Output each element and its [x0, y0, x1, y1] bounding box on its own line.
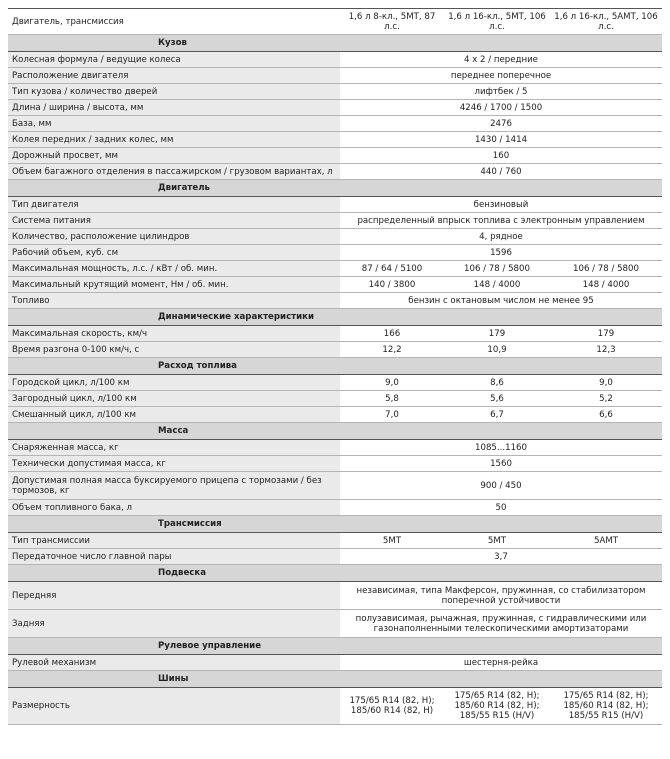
row-label: Задняя	[8, 610, 340, 638]
table-row	[8, 116, 662, 132]
row-value: 1596	[340, 245, 662, 261]
row-value-2: 10,9	[444, 342, 550, 358]
table-row	[8, 391, 662, 407]
tire-line: 185/60 R14 (82, H)	[350, 706, 434, 716]
row-value: 4 x 2 / передние	[340, 52, 662, 68]
row-label: Передаточное число главной пары	[8, 549, 340, 565]
row-label: Дорожный просвет, мм	[8, 148, 340, 164]
row-value-3: 6,6	[550, 407, 662, 423]
row-value: бензин с октановым числом не менее 95	[340, 293, 662, 309]
row-label: Объем багажного отделения в пассажирском / грузовом вариантах, л	[8, 164, 340, 180]
row-value: независимая, типа Макферсон, пружинная, со стабилизатором поперечной устойчивости	[340, 582, 662, 610]
row-label: Система питания	[8, 213, 340, 229]
table-row	[8, 440, 662, 456]
row-label: Передняя	[8, 582, 340, 610]
section-transmission	[8, 516, 662, 533]
section-fuel	[8, 358, 662, 375]
section-title: Трансмиссия	[8, 516, 662, 533]
tire-line: 185/55 R15 (H/V)	[568, 711, 644, 721]
table-row	[8, 277, 662, 293]
section-engine	[8, 180, 662, 197]
row-label: Расположение двигателя	[8, 68, 340, 84]
row-label: Тип кузова / количество дверей	[8, 84, 340, 100]
tire-line: 185/55 R15 (H/V)	[459, 711, 535, 721]
row-value-1: 5,8	[340, 391, 444, 407]
row-label: Рулевой механизм	[8, 655, 340, 671]
row-label: Технически допустимая масса, кг	[8, 456, 340, 472]
row-value: 4246 / 1700 / 1500	[340, 100, 662, 116]
table-row	[8, 132, 662, 148]
table-row	[8, 610, 662, 638]
tire-line: 175/65 R14 (82, H);	[454, 691, 540, 701]
table-row	[8, 197, 662, 213]
table-row	[8, 84, 662, 100]
row-value-3: 12,3	[550, 342, 662, 358]
row-label: Время разгона 0-100 км/ч, с	[8, 342, 340, 358]
section-title: Рулевое управление	[8, 638, 662, 655]
section-title: Кузов	[8, 35, 662, 52]
row-value-3: 5АМТ	[550, 533, 662, 549]
row-value-3: 9,0	[550, 375, 662, 391]
row-label: Колея передних / задних колес, мм	[8, 132, 340, 148]
table-row	[8, 407, 662, 423]
row-value-1: 140 / 3800	[340, 277, 444, 293]
row-value: 3,7	[340, 549, 662, 565]
tire-line: 175/65 R14 (82, H);	[563, 691, 649, 701]
row-label: База, мм	[8, 116, 340, 132]
row-label: Допустимая полная масса буксируемого прицепа с тормозами / без тормозов, кг	[8, 472, 340, 500]
header-row	[8, 9, 662, 35]
table-row	[8, 688, 662, 725]
table-row	[8, 100, 662, 116]
row-value-1: 87 / 64 / 5100	[340, 261, 444, 277]
row-label: Колесная формула / ведущие колеса	[8, 52, 340, 68]
row-value-3	[550, 688, 662, 725]
header-col-3: 1,6 л 16-кл., 5АМТ, 106 л.с.	[550, 9, 662, 35]
row-value: 900 / 450	[340, 472, 662, 500]
row-label: Тип трансмиссии	[8, 533, 340, 549]
row-label: Размерность	[8, 688, 340, 725]
table-row	[8, 582, 662, 610]
row-value-2: 179	[444, 326, 550, 342]
row-label: Количество, расположение цилиндров	[8, 229, 340, 245]
row-value: 1560	[340, 456, 662, 472]
row-value: бензиновый	[340, 197, 662, 213]
row-value-2: 148 / 4000	[444, 277, 550, 293]
row-value-1: 9,0	[340, 375, 444, 391]
table-row	[8, 261, 662, 277]
row-value: распределенный впрыск топлива с электронным управлением	[340, 213, 662, 229]
row-value: 440 / 760	[340, 164, 662, 180]
row-value-3: 106 / 78 / 5800	[550, 261, 662, 277]
section-suspension	[8, 565, 662, 582]
row-value: 160	[340, 148, 662, 164]
row-value: 2476	[340, 116, 662, 132]
row-label: Максимальная мощность, л.с. / кВт / об. мин.	[8, 261, 340, 277]
row-value: 1085...1160	[340, 440, 662, 456]
row-label: Смешанный цикл, л/100 км	[8, 407, 340, 423]
table-row	[8, 500, 662, 516]
row-label: Максимальный крутящий момент, Нм / об. мин.	[8, 277, 340, 293]
row-label: Длина / ширина / высота, мм	[8, 100, 340, 116]
row-value-2: 5,6	[444, 391, 550, 407]
table-row	[8, 245, 662, 261]
section-body	[8, 35, 662, 52]
table-row	[8, 472, 662, 500]
table-row	[8, 456, 662, 472]
section-title: Шины	[8, 671, 662, 688]
row-label: Загородный цикл, л/100 км	[8, 391, 340, 407]
row-value-2: 8,6	[444, 375, 550, 391]
table-row	[8, 229, 662, 245]
row-value-3: 5,2	[550, 391, 662, 407]
row-value: 1430 / 1414	[340, 132, 662, 148]
spec-table	[8, 8, 662, 725]
table-row	[8, 533, 662, 549]
table-row	[8, 549, 662, 565]
row-value-2: 106 / 78 / 5800	[444, 261, 550, 277]
row-value-3: 148 / 4000	[550, 277, 662, 293]
row-value: 50	[340, 500, 662, 516]
row-value-1: 12,2	[340, 342, 444, 358]
section-steering	[8, 638, 662, 655]
row-value: лифтбек / 5	[340, 84, 662, 100]
section-title: Подвеска	[8, 565, 662, 582]
header-label: Двигатель, трансмиссия	[8, 9, 340, 35]
row-value-2: 6,7	[444, 407, 550, 423]
table-row	[8, 52, 662, 68]
section-mass	[8, 423, 662, 440]
row-label: Топливо	[8, 293, 340, 309]
section-title: Динамические характеристики	[8, 309, 662, 326]
section-dynamics	[8, 309, 662, 326]
header-col-1: 1,6 л 8-кл., 5МТ, 87 л.с.	[340, 9, 444, 35]
row-label: Снаряженная масса, кг	[8, 440, 340, 456]
table-row	[8, 68, 662, 84]
table-row	[8, 293, 662, 309]
row-value-2	[444, 688, 550, 725]
tire-line: 185/60 R14 (82, H);	[563, 701, 649, 711]
table-row	[8, 375, 662, 391]
tire-line: 175/65 R14 (82, H);	[349, 696, 435, 706]
row-value: полузависимая, рычажная, пружинная, с гидравлическими или газонаполненными телескопическими амортизаторами	[340, 610, 662, 638]
section-title: Двигатель	[8, 180, 662, 197]
table-row	[8, 326, 662, 342]
row-label: Максимальная скорость, км/ч	[8, 326, 340, 342]
header-col-2: 1,6 л 16-кл., 5МТ, 106 л.с.	[444, 9, 550, 35]
table-row	[8, 342, 662, 358]
row-label: Рабочий объем, куб. см	[8, 245, 340, 261]
row-label: Объем топливного бака, л	[8, 500, 340, 516]
table-row	[8, 213, 662, 229]
table-row	[8, 164, 662, 180]
row-label: Тип двигателя	[8, 197, 340, 213]
row-value-2: 5МТ	[444, 533, 550, 549]
section-tires	[8, 671, 662, 688]
row-value-1: 166	[340, 326, 444, 342]
row-label: Городской цикл, л/100 км	[8, 375, 340, 391]
section-title: Масса	[8, 423, 662, 440]
row-value-3: 179	[550, 326, 662, 342]
section-title: Расход топлива	[8, 358, 662, 375]
row-value-1	[340, 688, 444, 725]
row-value-1: 7,0	[340, 407, 444, 423]
table-row	[8, 655, 662, 671]
tire-line: 185/60 R14 (82, H);	[454, 701, 540, 711]
row-value: переднее поперечное	[340, 68, 662, 84]
row-value: шестерня-рейка	[340, 655, 662, 671]
row-value: 4, рядное	[340, 229, 662, 245]
table-row	[8, 148, 662, 164]
row-value-1: 5МТ	[340, 533, 444, 549]
